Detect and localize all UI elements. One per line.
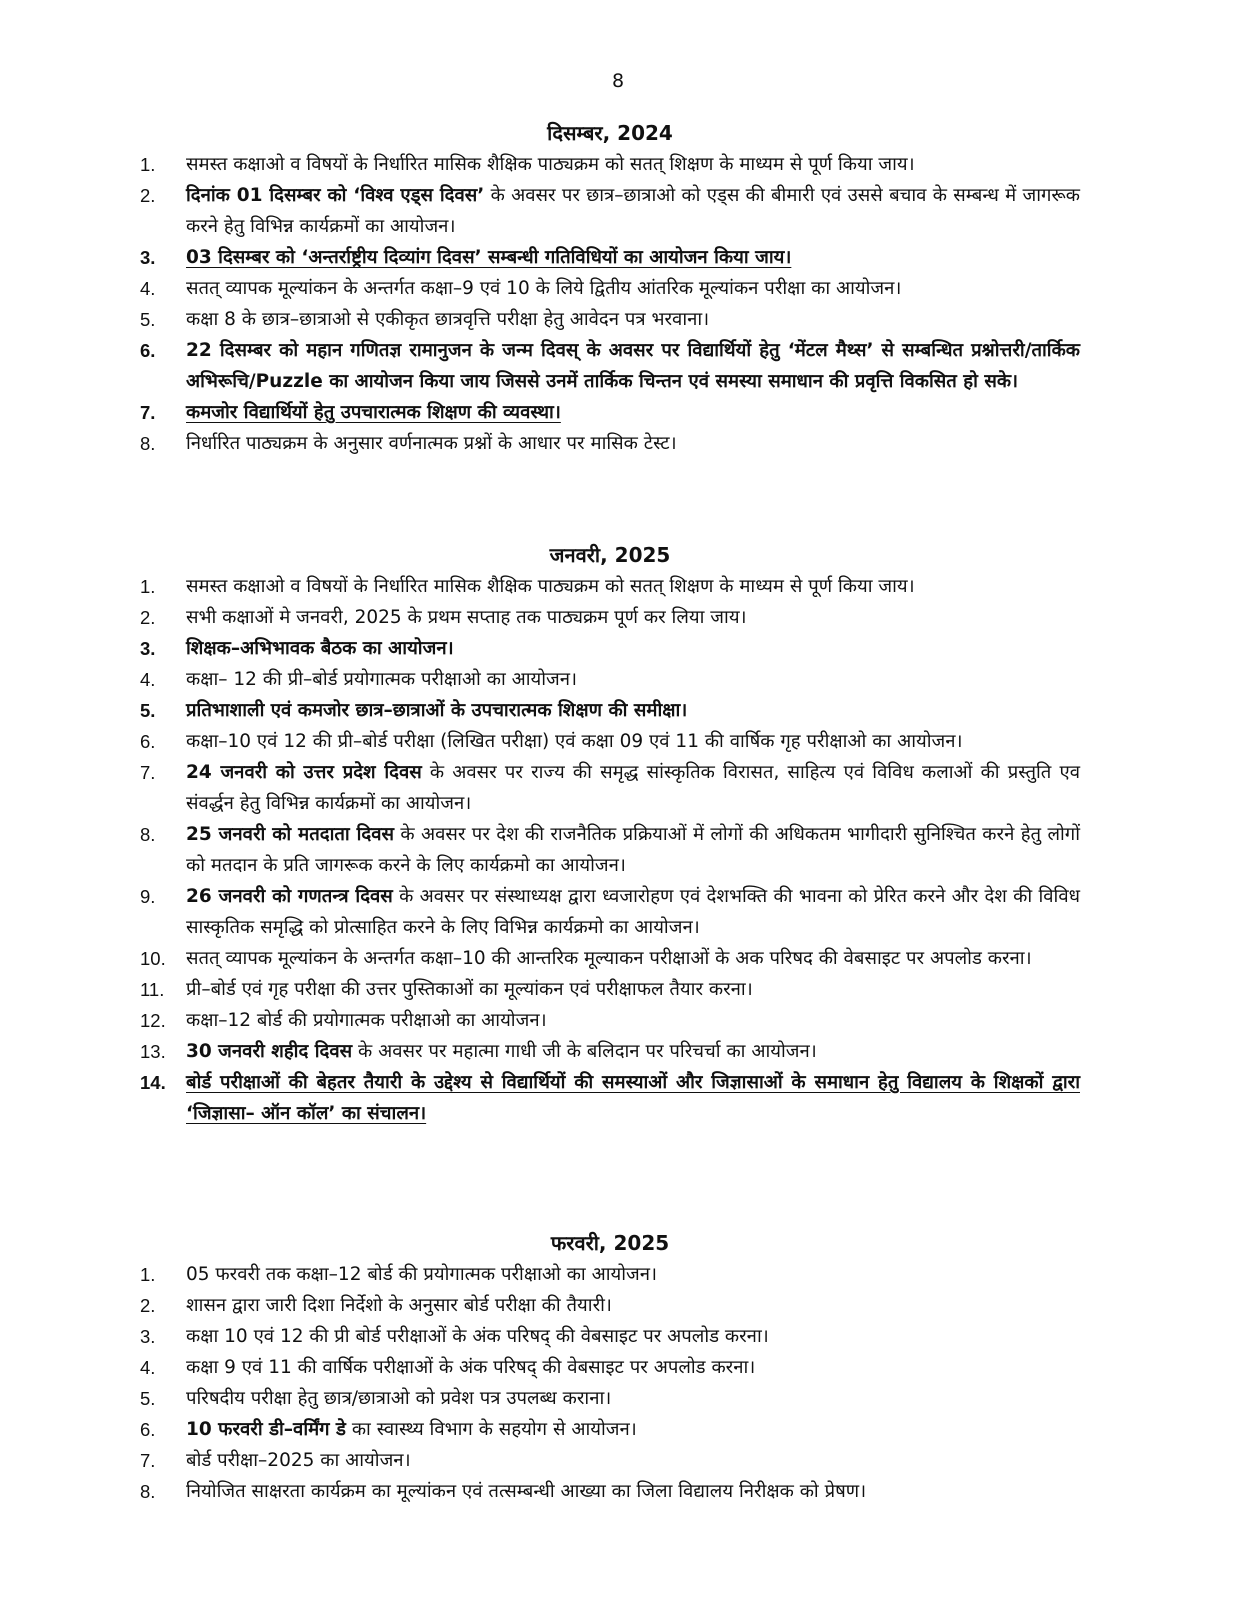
item-number: 5. <box>140 1388 156 1409</box>
item-text: परिषदीय परीक्षा हेतु छात्र/छात्राओ को प्रवेश पत्र उपलब्ध कराना। <box>186 1388 612 1409</box>
item-number: 14. <box>140 1072 166 1093</box>
list-item <box>140 943 1080 974</box>
item-text <box>186 1036 1080 1067</box>
item-number: 12. <box>140 1010 166 1031</box>
item-number: 8. <box>140 1481 156 1502</box>
item-rest: के अवसर पर देश की राजनैतिक प्रक्रियाओं में लोगों की अधिकतम भागीदारी सुनिश्चित करने हेतु लोगों को मतदान के प्रति जागरूक करने के लिए कार्यक्रमो का आयोजन। <box>186 824 1080 876</box>
list-item <box>140 1321 1080 1352</box>
item-text <box>186 757 1080 819</box>
section-december-2024 <box>140 117 1080 459</box>
list-item <box>140 242 1080 273</box>
item-number: 7. <box>140 1450 156 1471</box>
item-number: 4. <box>140 278 156 299</box>
item-text: निर्धारित पाठ्यक्रम के अनुसार वर्णनात्मक प्रश्नों के आधार पर मासिक टेस्ट। <box>186 433 677 454</box>
item-rest: के अवसर पर राज्य की समृद्ध सांस्कृतिक विरासत, साहित्य एवं विविध कलाओं की प्रस्तुति एव संवर्द्धन हेतु विभिन्न कार्यक्रमों का आयोजन। <box>186 762 1080 814</box>
item-number: 3. <box>140 1326 156 1347</box>
item-lead: 25 जनवरी को मतदाता दिवस <box>186 824 395 845</box>
page-number: 8 <box>611 70 625 92</box>
item-number: 11. <box>140 979 165 1000</box>
section-january-2025 <box>140 539 1080 1129</box>
list-item <box>140 726 1080 757</box>
item-number: 7. <box>140 402 156 423</box>
list-item <box>140 1259 1080 1290</box>
item-number: 2. <box>140 607 156 628</box>
item-number: 5. <box>140 700 156 721</box>
item-text: कक्षा–12 बोर्ड की प्रयोगात्मक परीक्षाओ का आयोजन। <box>186 1010 547 1031</box>
item-number: 6. <box>140 340 156 361</box>
item-text: कक्षा 8 के छात्र–छात्राओ से एकीकृत छात्रवृत्ति परीक्षा हेतु आवेदन पत्र भरवाना। <box>186 309 710 330</box>
item-text: कक्षा–10 एवं 12 की प्री–बोर्ड परीक्षा (लिखित परीक्षा) एवं कक्षा 09 एवं 11 की वार्षिक गृह परीक्षाओ का आयोजन। <box>186 731 963 752</box>
item-number: 13. <box>140 1041 166 1062</box>
list-item <box>140 1476 1080 1507</box>
item-number: 6. <box>140 731 156 752</box>
item-text: शिक्षक–अभिभावक बैठक का आयोजन। <box>186 638 454 659</box>
item-text: समस्त कक्षाओ व विषयों के निर्धारित मासिक शैक्षिक पाठ्यक्रम को सतत् शिक्षण के माध्यम से पूर्ण किया जाय। <box>186 154 915 175</box>
item-number: 1. <box>140 1264 156 1285</box>
item-number: 9. <box>140 886 156 907</box>
item-number: 1. <box>140 576 156 597</box>
item-text: कमजोर विद्यार्थियों हेतु उपचारात्मक शिक्षण की व्यवस्था। <box>186 402 561 423</box>
list-item <box>140 1067 1080 1129</box>
item-text: कक्षा 9 एवं 11 की वार्षिक परीक्षाओं के अंक परिषद् की वेबसाइट पर अपलोड करना। <box>186 1357 756 1378</box>
item-text: समस्त कक्षाओ व विषयों के निर्धारित मासिक शैक्षिक पाठ्यक्रम को सतत् शिक्षण के माध्यम से पूर्ण किया जाय। <box>186 576 915 597</box>
item-number: 6. <box>140 1419 156 1440</box>
list-item <box>140 881 1080 943</box>
list-item <box>140 1383 1080 1414</box>
section-title: जनवरी, 2025 <box>549 543 671 567</box>
item-number: 8. <box>140 824 156 845</box>
item-number: 8. <box>140 433 156 454</box>
list-item <box>140 335 1080 397</box>
item-number: 4. <box>140 1357 156 1378</box>
item-number: 4. <box>140 669 156 690</box>
item-text: 22 दिसम्बर को महान गणितज्ञ रामानुजन के जन्म दिवस् के अवसर पर विद्यार्थियों हेतु ‘मेंटल मैथ्स’ से सम्बन्धित प्रश्नोत्तरी/तार्किक अभिरूचि/Puzzle का आयोजन किया जाय जिससे उनमें तार्किक चिन्तन एवं समस्या समाधान की प्रवृत्ति विकसित हो सके। <box>186 340 1080 392</box>
item-number: 2. <box>140 185 156 206</box>
item-text <box>186 180 1080 242</box>
list-item <box>140 273 1080 304</box>
item-number: 1. <box>140 154 156 175</box>
item-number: 3. <box>140 247 156 268</box>
item-lead: 26 जनवरी को गणतन्त्र दिवस <box>186 886 393 907</box>
item-number: 2. <box>140 1295 156 1316</box>
list-item <box>140 819 1080 881</box>
item-number: 3. <box>140 638 156 659</box>
section-february-2025 <box>140 1227 1080 1507</box>
list-item <box>140 1290 1080 1321</box>
list-item <box>140 1414 1080 1445</box>
item-text: कक्षा 10 एवं 12 की प्री बोर्ड परीक्षाओं के अंक परिषद् की वेबसाइट पर अपलोड करना। <box>186 1326 769 1347</box>
list-item <box>140 149 1080 180</box>
list-item <box>140 757 1080 819</box>
list-item <box>140 571 1080 602</box>
list-item <box>140 397 1080 428</box>
item-rest: के अवसर पर संस्थाध्यक्ष द्वारा ध्वजारोहण एवं देशभक्ति की भावना को प्रेरित करने और देश की विविध सास्कृतिक समृद्धि को प्रोत्साहित करने के लिए विभिन्न कार्यक्रमो का आयोजन। <box>186 886 1080 938</box>
item-number: 5. <box>140 309 156 330</box>
item-text: 05 फरवरी तक कक्षा–12 बोर्ड की प्रयोगात्मक परीक्षाओ का आयोजन। <box>186 1264 658 1285</box>
item-number: 7. <box>140 762 156 783</box>
item-text: बोर्ड परीक्षा–2025 का आयोजन। <box>186 1450 411 1471</box>
item-text: प्रतिभाशाली एवं कमजोर छात्र–छात्राओं के उपचारात्मक शिक्षण की समीक्षा। <box>186 700 688 721</box>
item-text <box>186 819 1080 881</box>
item-text: बोर्ड परीक्षाओं की बेहतर तैयारी के उद्देश्य से विद्यार्थियों की समस्याओं और जिज्ञासाओं के समाधान हेतु विद्यालय के शिक्षकों द्वारा ‘जिज्ञासा– ऑन कॉल’ का संचालन। <box>186 1072 1080 1124</box>
item-lead: 30 जनवरी शहीद दिवस <box>186 1041 353 1062</box>
list-item <box>140 1036 1080 1067</box>
item-rest: के अवसर पर छात्र–छात्राओ को एड्स की बीमारी एवं उससे बचाव के सम्बन्ध में जागरूक करने हेतु विभिन्न कार्यक्रमों का आयोजन। <box>186 185 1081 237</box>
list-item <box>140 695 1080 726</box>
section-title: दिसम्बर, 2024 <box>547 121 673 145</box>
list-item <box>140 180 1080 242</box>
item-lead: दिनांक 01 दिसम्बर को ‘विश्व एड्स दिवस’ <box>186 185 485 206</box>
list-item <box>140 304 1080 335</box>
item-text: नियोजित साक्षरता कार्यक्रम का मूल्यांकन एवं तत्सम्बन्धी आख्या का जिला विद्यालय निरीक्षक को प्रेषण। <box>186 1481 867 1502</box>
item-text <box>186 881 1080 943</box>
item-number: 10. <box>140 948 166 969</box>
list-item <box>140 1005 1080 1036</box>
item-text <box>186 1414 1080 1445</box>
list-item <box>140 428 1080 459</box>
item-lead: 10 फरवरी डी–वर्मिंग डे <box>186 1419 346 1440</box>
list-item <box>140 633 1080 664</box>
list-item <box>140 664 1080 695</box>
item-text: 03 दिसम्बर को ‘अन्तर्राष्ट्रीय दिव्यांग दिवस’ सम्बन्धी गतिविधियों का आयोजन किया जाय। <box>186 247 792 268</box>
item-text: शासन द्वारा जारी दिशा निर्देशो के अनुसार बोर्ड परीक्षा की तैयारी। <box>186 1295 612 1316</box>
item-text: प्री–बोर्ड एवं गृह परीक्षा की उत्तर पुस्तिकाओं का मूल्यांकन एवं परीक्षाफल तैयार करना। <box>186 979 753 1000</box>
item-text: सतत् व्यापक मूल्यांकन के अन्तर्गत कक्षा–10 की आन्तरिक मूल्याकन परीक्षाओं के अक परिषद की वेबसाइट पर अपलोड करना। <box>186 948 1032 969</box>
item-text: कक्षा– 12 की प्री–बोर्ड प्रयोगात्मक परीक्षाओ का आयोजन। <box>186 669 578 690</box>
item-lead: 24 जनवरी को उत्तर प्रदेश दिवस <box>186 762 422 783</box>
list-item <box>140 974 1080 1005</box>
item-text: सभी कक्षाओं मे जनवरी, 2025 के प्रथम सप्ताह तक पाठ्यक्रम पूर्ण कर लिया जाय। <box>186 607 747 628</box>
list-item <box>140 1445 1080 1476</box>
item-rest: का स्वास्थ्य विभाग के सहयोग से आयोजन। <box>345 1419 637 1440</box>
list-item <box>140 602 1080 633</box>
item-rest: के अवसर पर महात्मा गाधी जी के बलिदान पर परिचर्चा का आयोजन। <box>352 1041 817 1062</box>
list-item <box>140 1352 1080 1383</box>
section-title: फरवरी, 2025 <box>550 1231 670 1255</box>
item-text: सतत् व्यापक मूल्यांकन के अन्तर्गत कक्षा–9 एवं 10 के लिये द्वितीय आंतरिक मूल्यांकन परीक्षा का आयोजन। <box>186 278 902 299</box>
